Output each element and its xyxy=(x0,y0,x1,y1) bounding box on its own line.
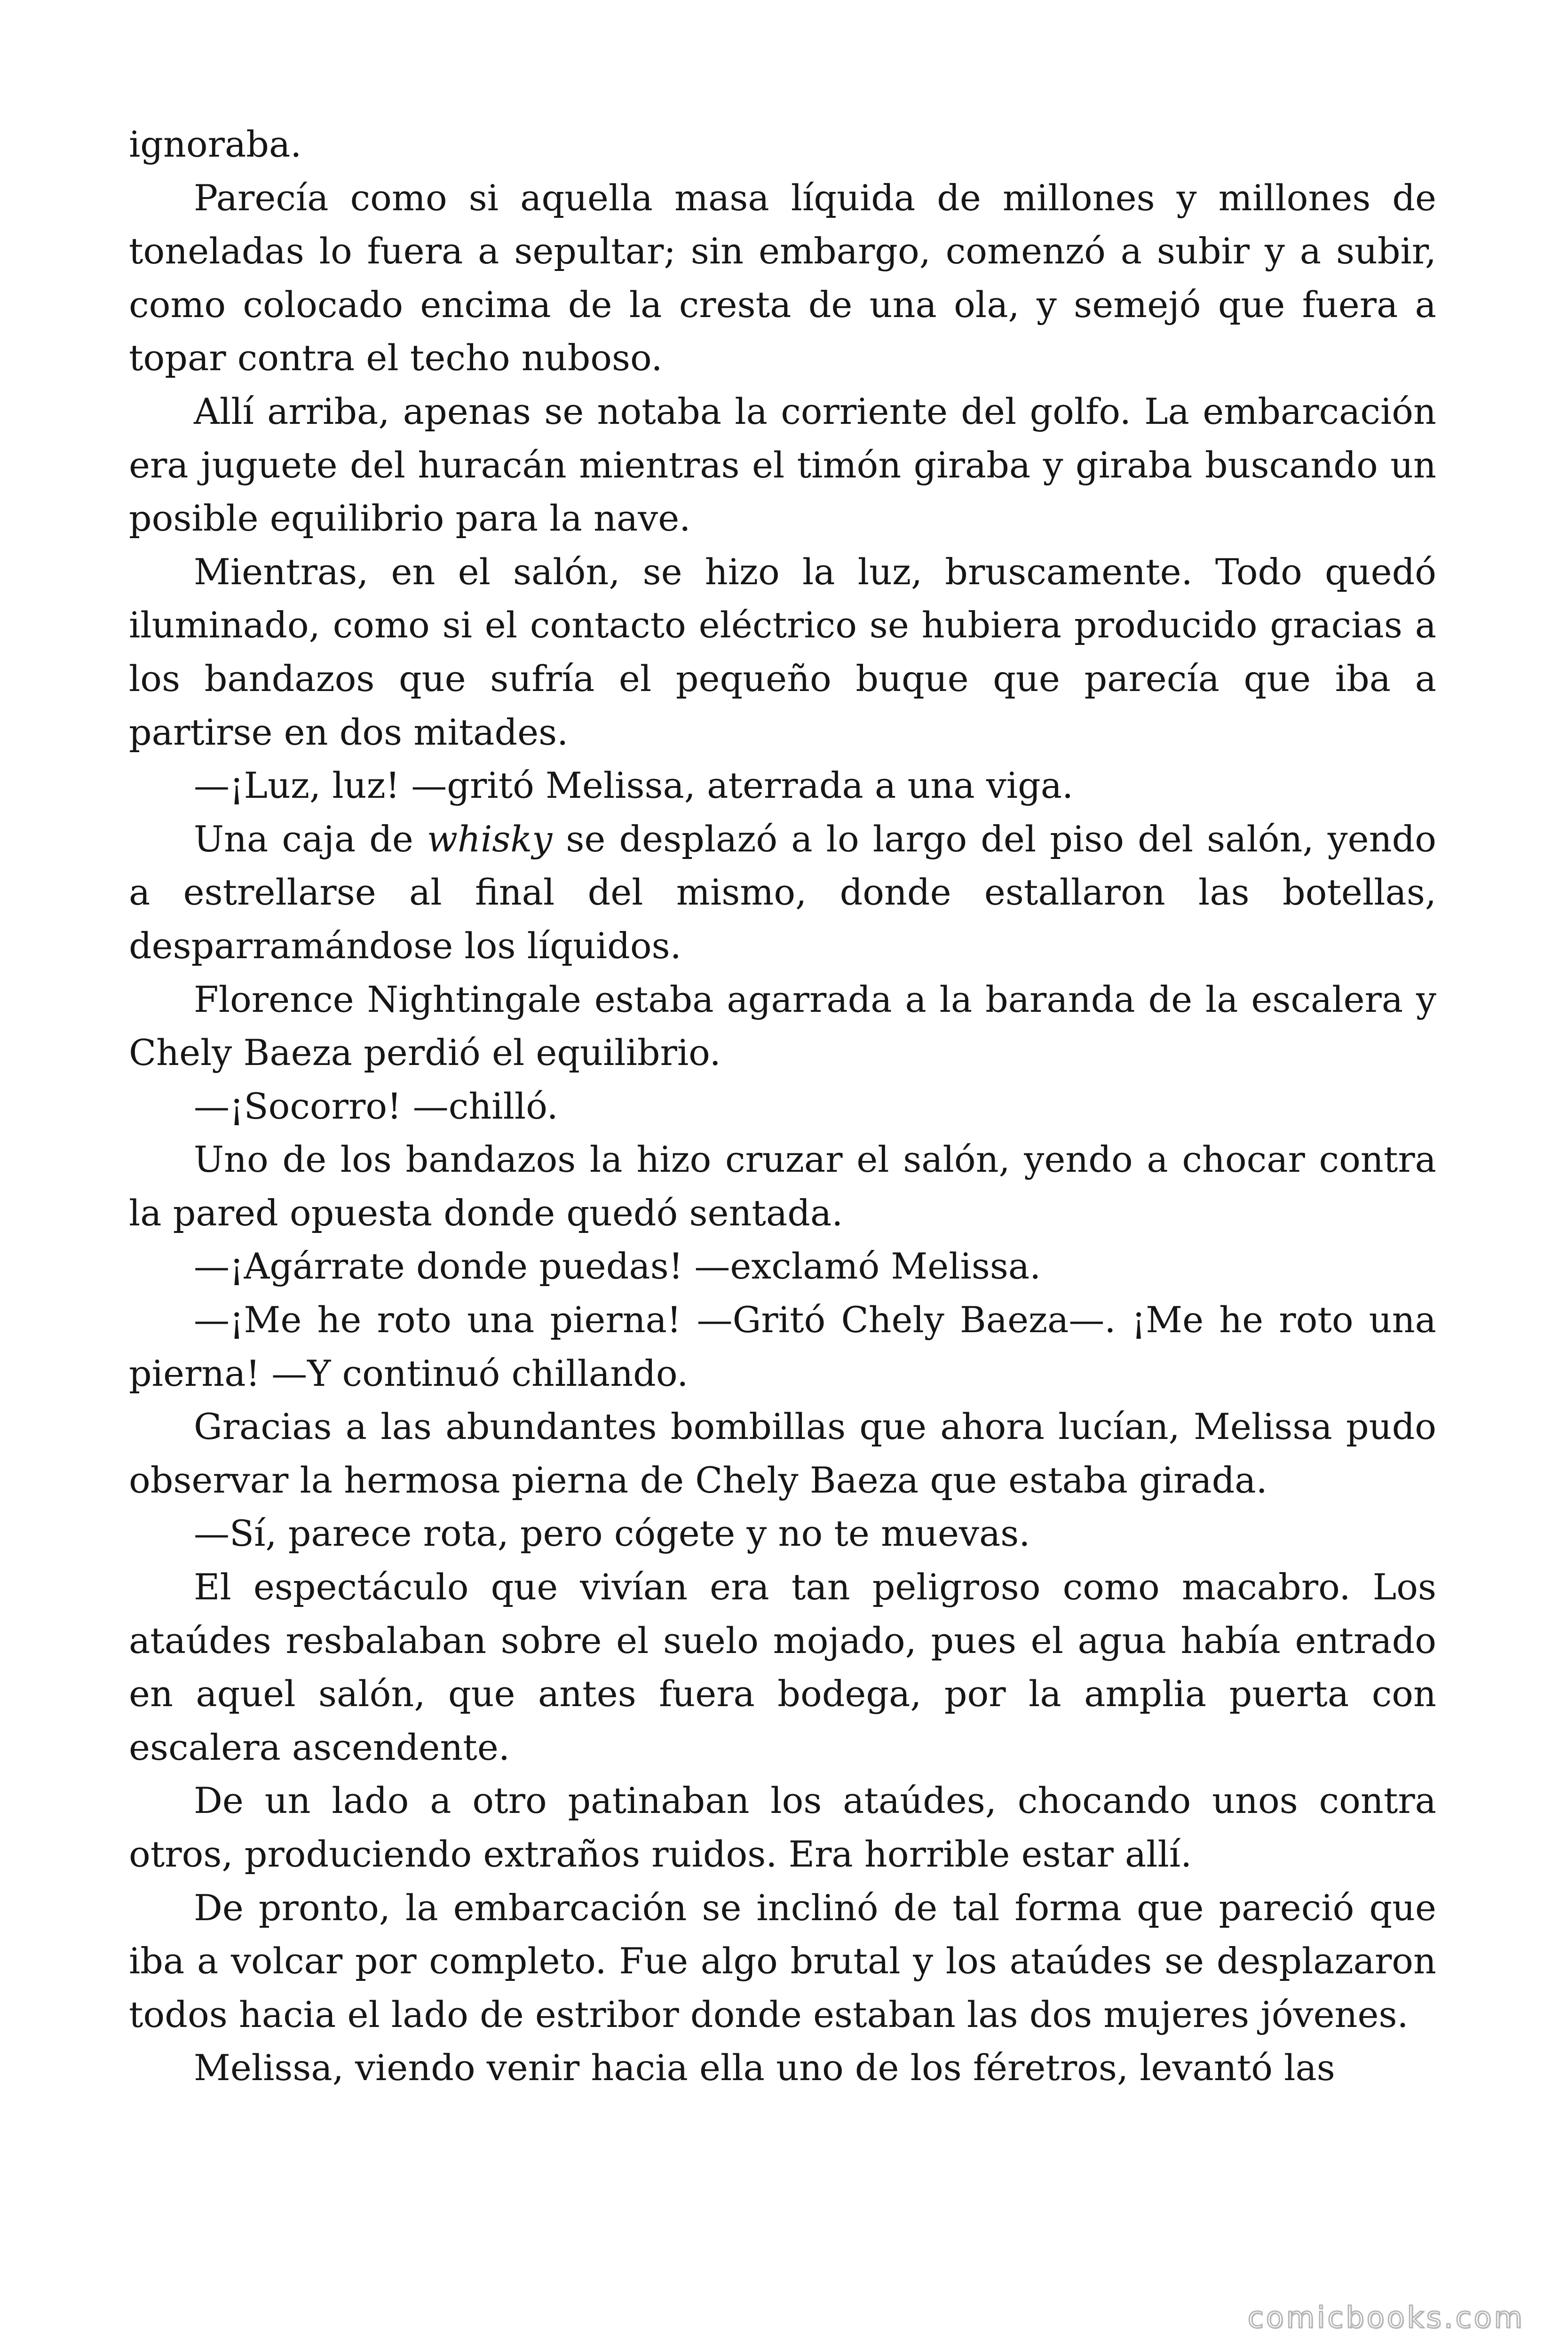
paragraph: Melissa, viendo venir hacia ella uno de los féretros, levantó las xyxy=(194,2047,1335,2089)
paragraph-segment: Una caja de xyxy=(194,818,427,860)
dialogue-line: —¡Me he roto una pierna! —Gritó Chely Baeza—. ¡Me he roto una pierna! —Y continuó chillando. xyxy=(129,1299,1436,1394)
paragraph: ignoraba. xyxy=(129,123,302,165)
paragraph: Uno de los bandazos la hizo cruzar el salón, yendo a chocar contra la pared opuesta donde quedó sentada. xyxy=(129,1138,1436,1234)
dialogue-line: —¡Agárrate donde puedas! —exclamó Melissa. xyxy=(194,1245,1041,1287)
paragraph: De pronto, la embarcación se inclinó de tal forma que pareció que iba a volcar por completo. Fue algo brutal y los ataúdes se desplazaron todos hacia el lado de estribor donde estaban las dos mujeres jóvenes. xyxy=(129,1886,1436,2035)
dialogue-line: —¡Luz, luz! —gritó Melissa, aterrada a una viga. xyxy=(194,764,1074,807)
paragraph xyxy=(129,812,1436,973)
paragraph: Parecía como si aquella masa líquida de millones y millones de toneladas lo fuera a sepultar; sin embargo, comenzó a subir y a subir, como colocado encima de la cresta de una ola, y semejó que fuera a topar contra el techo nuboso. xyxy=(129,176,1436,379)
watermark: comicbooks.com xyxy=(1247,2300,1525,2335)
paragraph: Mientras, en el salón, se hizo la luz, bruscamente. Todo quedó iluminado, como si el contacto eléctrico se hubiera producido gracias a los bandazos que sufría el pequeño buque que parecía que iba a partirse en dos mitades. xyxy=(129,550,1436,753)
dialogue-line: —¡Socorro! —chilló. xyxy=(194,1085,558,1127)
dialogue-line: —Sí, parece rota, pero cógete y no te muevas. xyxy=(194,1512,1030,1555)
italic-word: whisky xyxy=(427,818,553,860)
paragraph: Allí arriba, apenas se notaba la corriente del golfo. La embarcación era juguete del huracán mientras el timón giraba y giraba buscando un posible equilibrio para la nave. xyxy=(129,390,1436,540)
paragraph: Gracias a las abundantes bombillas que ahora lucían, Melissa pudo observar la hermosa pierna de Chely Baeza que estaba girada. xyxy=(129,1406,1436,1501)
paragraph: El espectáculo que vivían era tan peligroso como macabro. Los ataúdes resbalaban sobre el suelo mojado, pues el agua había entrado en aquel salón, que antes fuera bodega, por la amplia puerta con escalera ascendente. xyxy=(129,1566,1436,1768)
paragraph: De un lado a otro patinaban los ataúdes, chocando unos contra otros, produciendo extraños ruidos. Era horrible estar allí. xyxy=(129,1780,1436,1875)
paragraph-segment: se desplazó a lo largo del piso del salón, yendo a estrellarse al final del mismo, donde estallaron las botellas, desparramándose los líquidos. xyxy=(129,818,1436,967)
body-text xyxy=(129,118,1436,2095)
paragraph: Florence Nightingale estaba agarrada a la baranda de la escalera y Chely Baeza perdió el equilibrio. xyxy=(129,978,1436,1074)
